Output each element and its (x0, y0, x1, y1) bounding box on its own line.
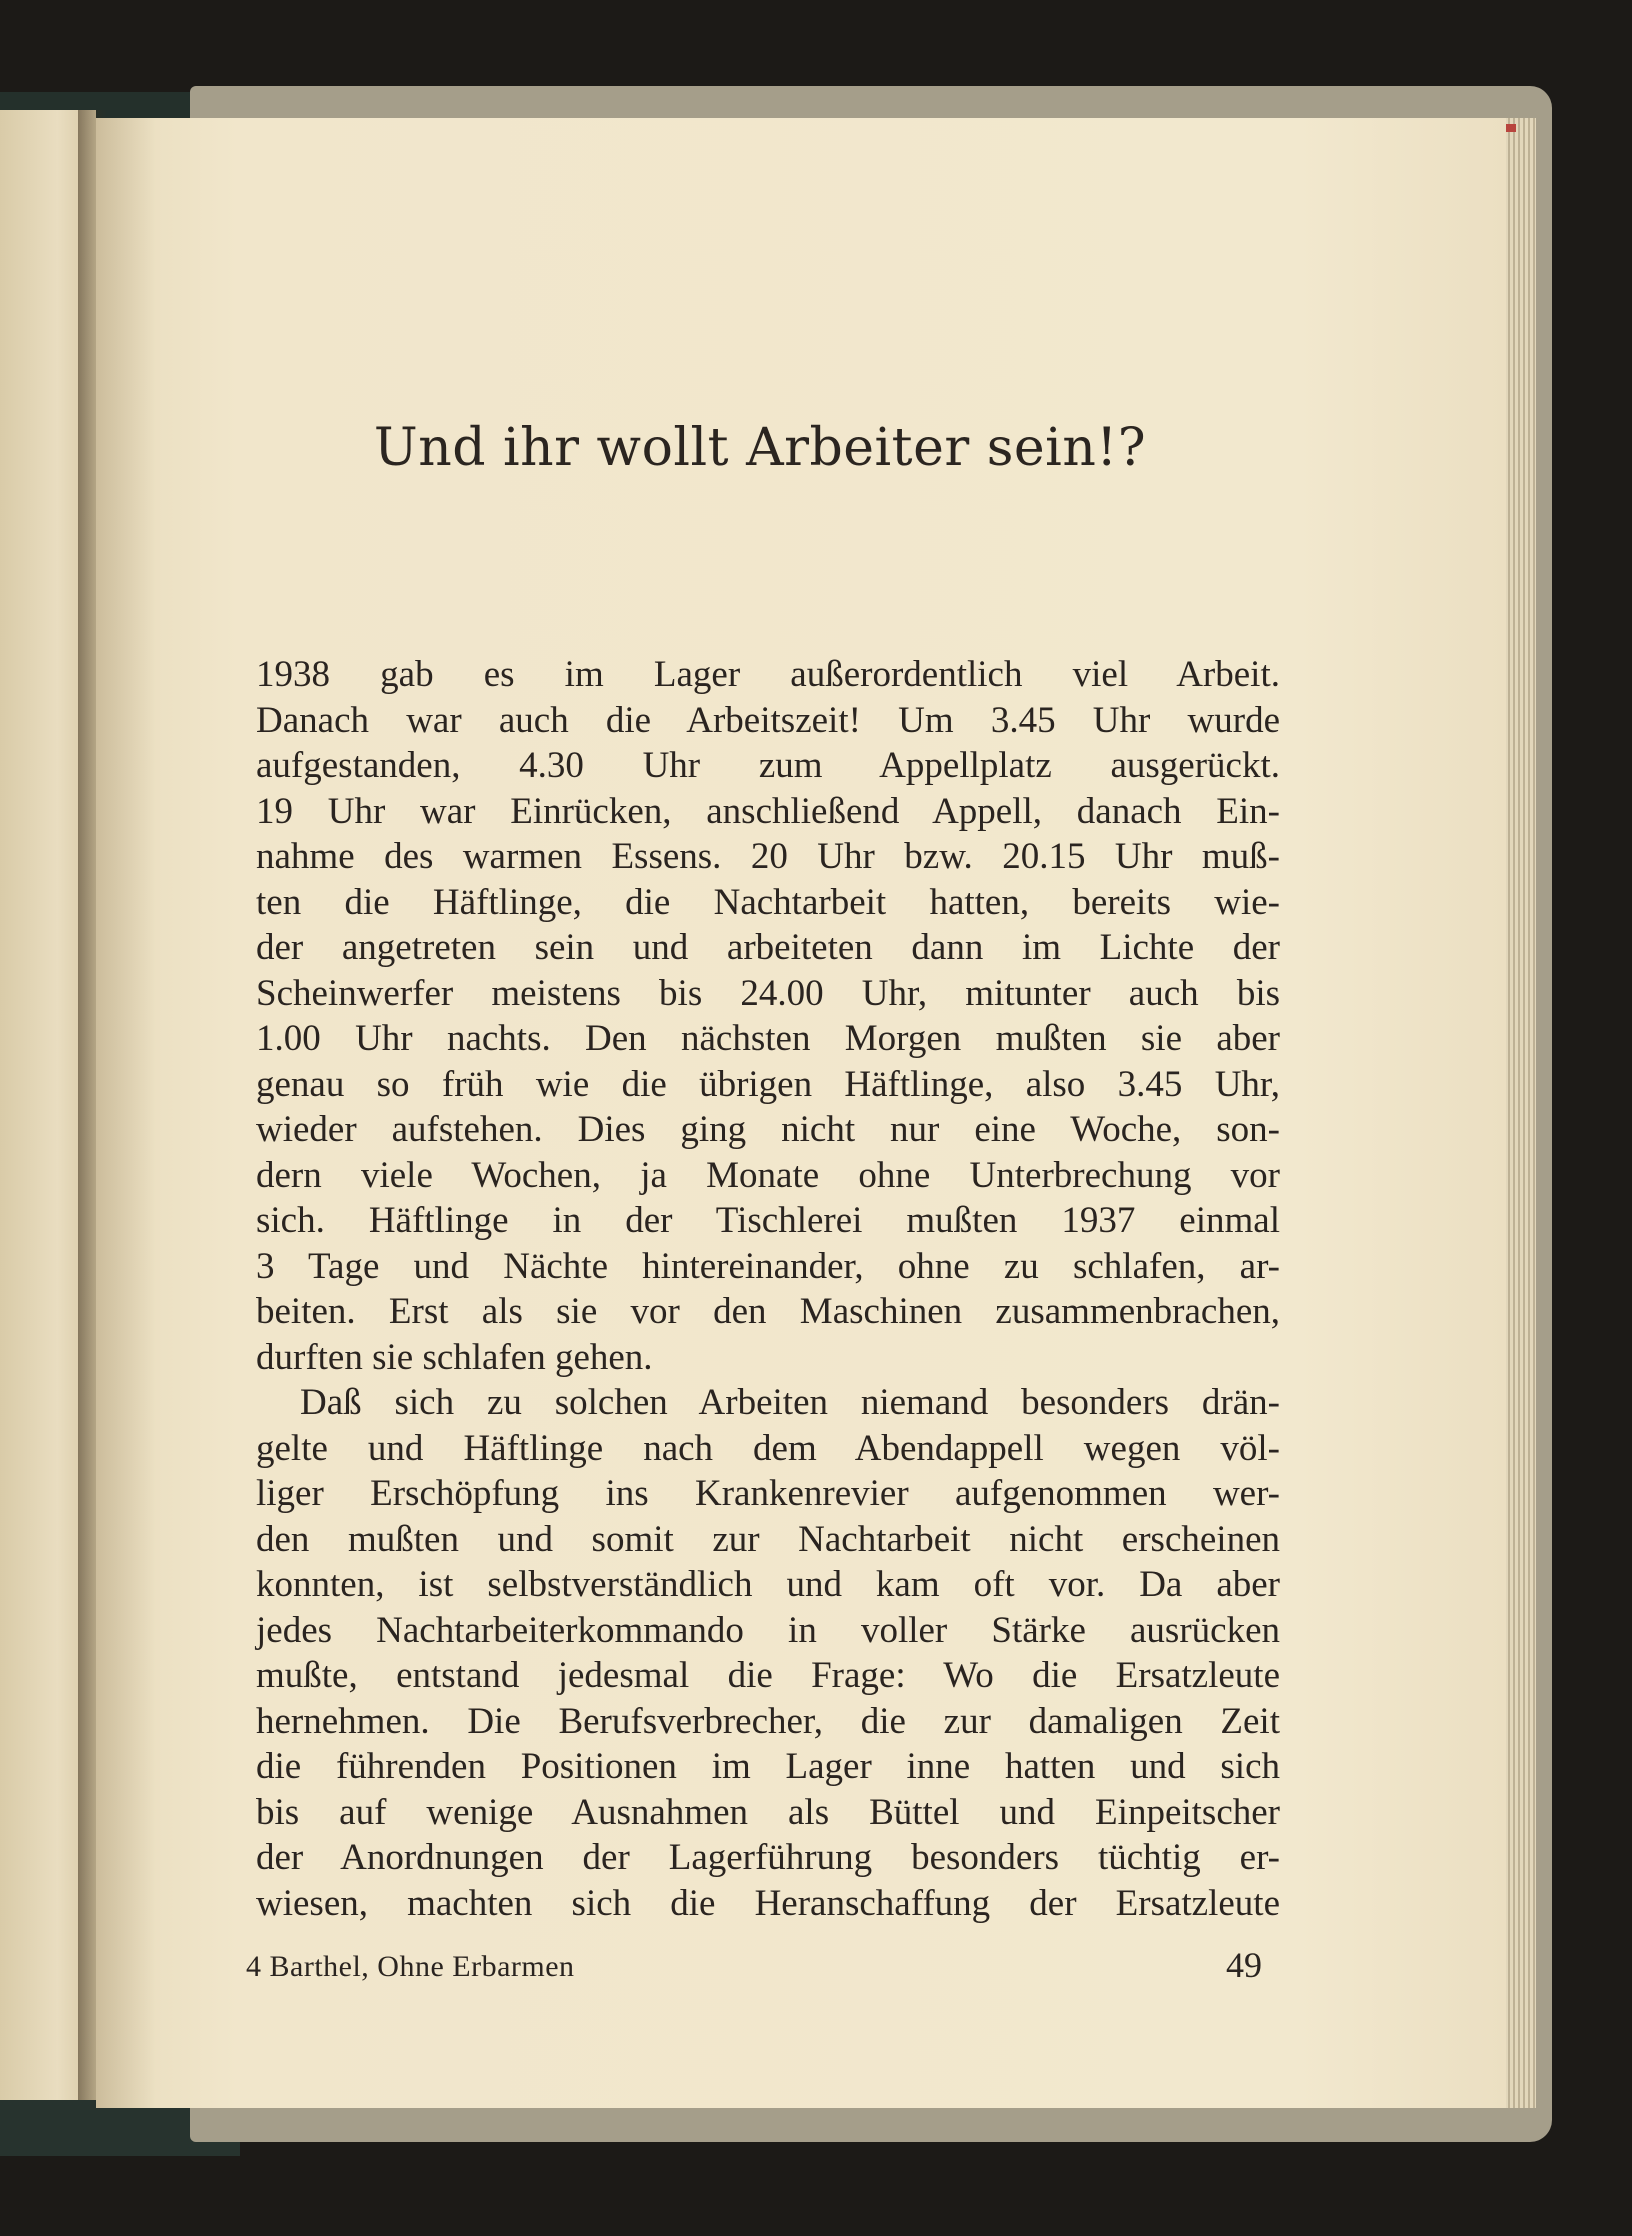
gutter-shade (96, 118, 156, 2108)
text-line: Scheinwerfer meistens bis 24.00 Uhr, mitunter auch bis (256, 972, 1280, 1014)
text-line: ten die Häftlinge, die Nachtarbeit hatten, bereits wie- (256, 881, 1280, 923)
text-line: jedes Nachtarbeiterkommando in voller Stärke ausrücken (256, 1609, 1280, 1651)
text-line: Danach war auch die Arbeitszeit! Um 3.45 Uhr wurde (256, 699, 1280, 741)
text-line: 3 Tage und Nächte hintereinander, ohne zu schlafen, ar- (256, 1245, 1280, 1287)
text-line: 19 Uhr war Einrücken, anschließend Appell, danach Ein- (256, 790, 1280, 832)
text-line: aufgestanden, 4.30 Uhr zum Appellplatz ausgerückt. (256, 745, 1280, 786)
text-line: konnten, ist selbstverständlich und kam oft vor. Da aber (256, 1564, 1280, 1605)
signature-mark: 4 Barthel, Ohne Erbarmen (246, 1950, 575, 1983)
text-line: hernehmen. Die Berufsverbrecher, die zur damaligen Zeit (256, 1700, 1280, 1742)
text-line: beiten. Erst als sie vor den Maschinen zusammenbrachen, (256, 1291, 1280, 1332)
text-line: sich. Häftlinge in der Tischlerei mußten 1937 einmal (256, 1200, 1280, 1241)
chapter-title: Und ihr wollt Arbeiter sein!? (373, 418, 1147, 478)
text-line: durften sie schlafen gehen. (256, 1336, 653, 1378)
text-line: bis auf wenige Ausnahmen als Büttel und Einpeitscher (256, 1791, 1280, 1833)
text-line: der Anordnungen der Lagerführung besonders tüchtig er- (256, 1837, 1280, 1878)
paragraph (256, 1380, 1280, 1926)
text-line: nahme des warmen Essens. 20 Uhr bzw. 20.15 Uhr muß- (256, 836, 1280, 877)
body-text (256, 652, 1280, 1926)
text-line: liger Erschöpfung ins Krankenrevier aufgenommen wer- (256, 1473, 1280, 1514)
text-line: genau so früh wie die übrigen Häftlinge, also 3.45 Uhr, (256, 1063, 1280, 1105)
text-line: mußte, entstand jedesmal die Frage: Wo die Ersatzleute (256, 1655, 1280, 1696)
text-line: 1.00 Uhr nachts. Den nächsten Morgen mußten sie aber (256, 1018, 1280, 1059)
text-line: Daß sich zu solchen Arbeiten niemand besonders drän- (300, 1382, 1280, 1423)
text-line: die führenden Positionen im Lager inne hatten und sich (256, 1746, 1280, 1787)
text-line: gelte und Häftlinge nach dem Abendappell wegen völ- (256, 1427, 1280, 1469)
text-line: dern viele Wochen, ja Monate ohne Unterbrechung vor (256, 1154, 1280, 1196)
text-line: wieder aufstehen. Dies ging nicht nur eine Woche, son- (256, 1109, 1280, 1150)
text-line: 1938 gab es im Lager außerordentlich viel Arbeit. (256, 654, 1280, 695)
paragraph (256, 652, 1280, 1380)
text-line: der angetreten sein und arbeiteten dann im Lichte der (256, 927, 1280, 968)
text-line: den mußten und somit zur Nachtarbeit nicht erscheinen (256, 1518, 1280, 1560)
page-number: 49 (1226, 1945, 1262, 1985)
text-line: wiesen, machten sich die Heranschaffung der Ersatzleute (256, 1882, 1280, 1924)
